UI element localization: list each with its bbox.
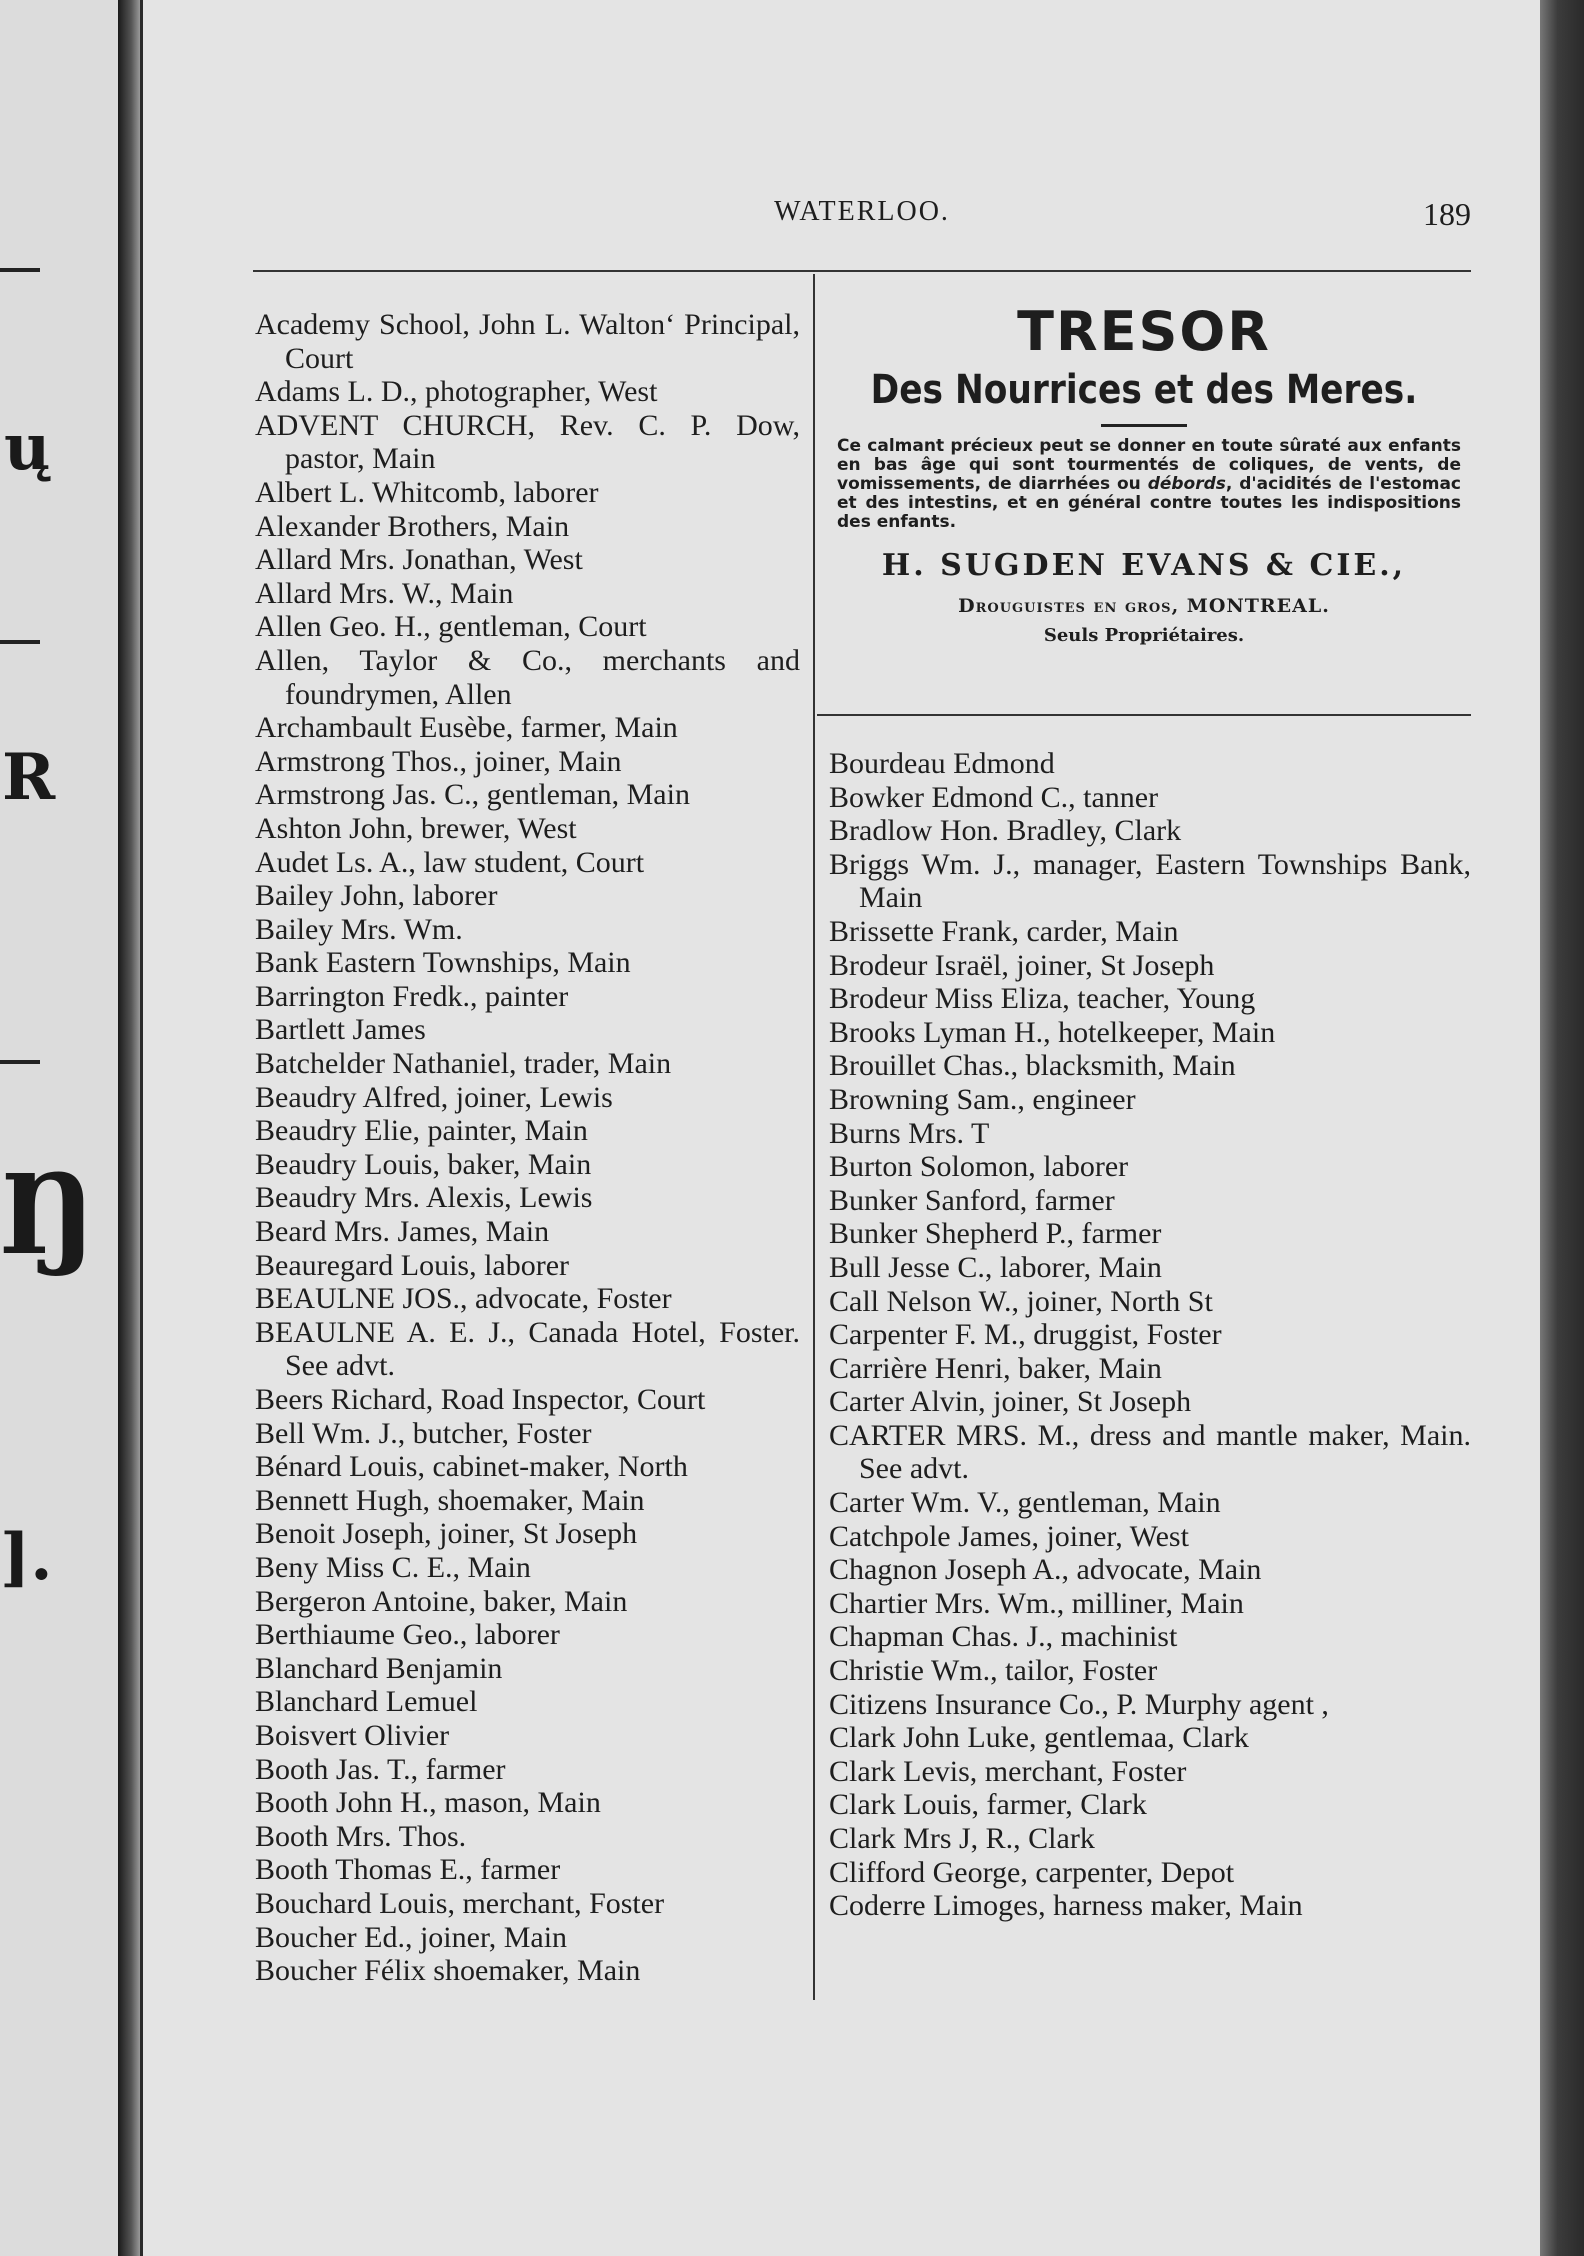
advertisement [819,302,1469,646]
book-gutter [118,0,140,2256]
directory-entry: Ashton John, brewer, West [255,811,577,845]
directory-entry: Bergeron Antoine, baker, Main [255,1584,628,1618]
directory-entry: Clark Mrs J, R., Clark [829,1822,1095,1855]
directory-entry: Academy School, John L. Walton‘ Principal, Court [255,308,800,375]
directory-entry: Archambault Eusèbe, farmer, Main [255,711,678,745]
directory-entry: Carpenter F. M., druggist, Foster [829,1318,1222,1352]
directory-entry: Beard Mrs. James, Main [255,1215,550,1249]
directory-entry: Berthiaume Geo., laborer [255,1618,560,1652]
ad-divider [1101,424,1187,427]
directory-entry: Chartier Mrs. Wm., milliner, Main [829,1586,1244,1620]
directory-entry: Benoit Joseph, joiner, St Joseph [255,1517,638,1551]
directory-entry: Beers Richard, Road Inspector, Court [255,1383,706,1416]
ad-subtitle: Des Nourrices et des Meres. [870,367,1418,413]
directory-entry: Armstrong Thos., joiner, Main [255,744,622,778]
directory-entry: Beaudry Elie, painter, Main [255,1114,588,1148]
directory-entry: Burns Mrs. T [829,1116,990,1150]
directory-entry: Allen, Taylor & Co., merchants and foundrymen, Allen [255,643,800,711]
running-title: WATERLOO. [774,196,950,227]
directory-entry: Beaudry Alfred, joiner, Lewis [255,1080,613,1114]
decorative-rule [0,268,40,272]
adjacent-page-strip [0,0,118,2256]
directory-entry: Bailey Mrs. Wm. [255,912,463,946]
directory-entry: Christie Wm., tailor, Foster [829,1654,1158,1688]
directory-entry: Briggs Wm. J., manager, Eastern Townships Bank, Main [829,847,1471,915]
directory-entry: BEAULNE A. E. J., Canada Hotel, Foster. See advt. [255,1315,800,1383]
directory-entry: Albert L. Whitcomb, laborer [255,475,599,509]
directory-entry: Booth Mrs. Thos. [255,1819,467,1853]
directory-entry: Boisvert Olivier [255,1718,450,1752]
directory-page [140,0,1543,2256]
directory-entry: Chapman Chas. J., machinist [829,1620,1178,1654]
directory-entry: Bouchard Louis, merchant, Foster [255,1886,665,1920]
running-header [253,196,1471,236]
ad-copy-italic: débords [1147,474,1226,494]
directory-entry: Barrington Fredk., painter [255,979,569,1013]
directory-entry: Citizens Insurance Co., P. Murphy agent , [829,1687,1329,1721]
directory-entry: Bunker Shepherd P., farmer [829,1217,1162,1251]
directory-entry: Allard Mrs. W., Main [255,576,514,610]
right-column [829,747,1471,1923]
directory-entry: Booth Jas. T., farmer [255,1752,506,1786]
directory-entry: Beauregard Louis, laborer [255,1248,570,1282]
directory-entry: Booth John H., mason, Main [255,1786,601,1820]
directory-entry: Carrière Henri, baker, Main [829,1351,1162,1385]
column-divider [813,274,815,2000]
directory-entry: Booth Thomas E., farmer [255,1853,561,1887]
left-page-glyph: Ŋ [0,1150,96,1279]
ad-copy [837,437,1461,532]
directory-entry: Bennett Hugh, shoemaker, Main [255,1483,645,1517]
directory-entry: Bourdeau Edmond [829,747,1055,780]
decorative-rule [0,640,40,644]
directory-entry: Bartlett James [255,1013,426,1047]
directory-entry: Armstrong Jas. C., gentleman, Main [255,778,690,812]
ad-proprietors: Seuls Propriétaires. [1043,625,1245,646]
header-rule [253,270,1471,272]
directory-entry: Bull Jesse C., laborer, Main [829,1250,1162,1284]
left-column [255,308,800,1988]
directory-entry: Brodeur Israël, joiner, St Joseph [829,948,1215,982]
directory-entry: Blanchard Benjamin [255,1651,503,1685]
directory-entry: Batchelder Nathaniel, trader, Main [255,1047,672,1081]
directory-entry: Audet Ls. A., law student, Court [255,845,645,879]
directory-entry: Boucher Ed., joiner, Main [255,1920,568,1954]
directory-entry: Bank Eastern Townships, Main [255,946,631,980]
directory-entry: Beaudry Mrs. Alexis, Lewis [255,1181,593,1215]
ad-copy-text-end: , d'acidités de l'estomac et des intestins, et en général contre toutes les indispositions des enfants. [837,474,1462,532]
directory-entry: Call Nelson W., joiner, North St [829,1284,1213,1318]
book-edge [1540,0,1584,2256]
directory-entry: Burton Solomon, laborer [829,1150,1129,1184]
directory-entry: Bell Wm. J., butcher, Foster [255,1416,592,1450]
directory-entry: Clark Louis, farmer, Clark [829,1788,1147,1822]
directory-entry: Brouillet Chas., blacksmith, Main [829,1049,1236,1083]
directory-entry: Boucher Félix shoemaker, Main [255,1954,641,1988]
directory-entry: Bailey John, laborer [255,879,498,913]
directory-entry: Blanchard Lemuel [255,1685,478,1719]
directory-entry: Beny Miss C. E., Main [255,1550,531,1584]
directory-entry: Clark John Luke, gentlemaa, Clark [829,1721,1249,1755]
directory-entry: Brissette Frank, carder, Main [829,914,1179,948]
directory-entry: Bradlow Hon. Bradley, Clark [829,814,1182,848]
ad-firm: H. SUGDEN EVANS & CIE., [881,548,1407,583]
directory-entry: Coderre Limoges, harness maker, Main [829,1889,1303,1923]
ad-copy-text: Ce calmant précieux peut se donner en toute sûraté aux enfants en bas âge qui sont tourmentés de coliques, de vents, de vomissements, de diarrhées ou [837,436,1461,494]
directory-entry: Brodeur Miss Eliza, teacher, Young [829,982,1256,1016]
ad-location: Drouguistes en gros, MONTREAL. [958,595,1330,617]
directory-entry: Alexander Brothers, Main [255,509,570,543]
directory-entry: BEAULNE JOS., advocate, Foster [255,1282,672,1316]
directory-entry: Bénard Louis, cabinet-maker, North [255,1450,688,1484]
left-page-glyph: R [2,740,56,815]
left-page-glyph: ]. [0,1520,53,1595]
directory-entry: Beaudry Louis, baker, Main [255,1147,592,1181]
directory-entry: Bowker Edmond C., tanner [829,780,1159,814]
directory-entry: Allard Mrs. Jonathan, West [255,543,583,577]
left-page-glyph: ų [4,410,51,485]
directory-entry: CARTER MRS. M., dress and mantle maker, Main. See advt. [829,1418,1471,1486]
directory-entry: Chagnon Joseph A., advocate, Main [829,1553,1262,1587]
directory-entry: Clark Levis, merchant, Foster [829,1754,1187,1788]
directory-entry: Carter Alvin, joiner, St Joseph [829,1385,1192,1419]
directory-entry: Brooks Lyman H., hotelkeeper, Main [829,1015,1276,1049]
directory-entry: Adams L. D., photographer, West [255,375,658,409]
directory-entry: Carter Wm. V., gentleman, Main [829,1486,1221,1520]
decorative-rule [0,1060,40,1064]
directory-entry: Browning Sam., engineer [829,1082,1136,1116]
directory-entry: Clifford George, carpenter, Depot [829,1855,1235,1889]
advertisement-rule [817,714,1471,716]
directory-entry: Catchpole James, joiner, West [829,1519,1189,1553]
page-number: 189 [1423,196,1471,232]
ad-brand: TRESOR [1017,300,1271,363]
directory-entry: Bunker Sanford, farmer [829,1183,1115,1217]
directory-entry: Allen Geo. H., gentleman, Court [255,610,647,644]
directory-entry: ADVENT CHURCH, Rev. C. P. Dow, pastor, Main [255,408,800,476]
